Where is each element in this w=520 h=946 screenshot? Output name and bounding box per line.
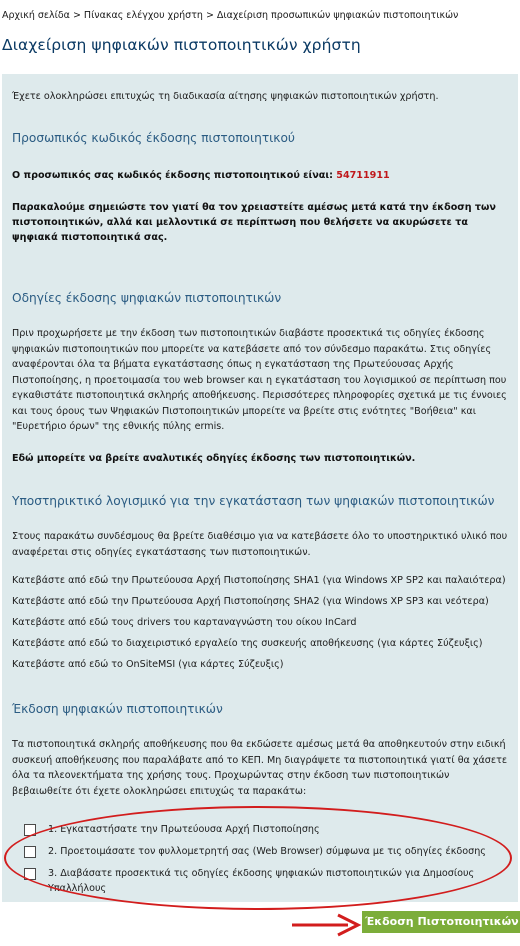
content-panel: [2, 74, 518, 902]
section-heading-software: Υποστηρικτικό λογισμικό για την εγκατάσταση των ψηφιακών πιστοποιητικών: [12, 494, 495, 508]
section-heading-code: Προσωπικός κωδικός έκδοσης πιστοποιητικού: [12, 131, 295, 145]
download-link-sha1[interactable]: Κατεβάστε από εδώ την Πρωτεύουσα Αρχή Πιστοποίησης SHA1 (για Windows XP SP2 και παλαιότερα): [12, 575, 506, 586]
annotation-arrow-icon: [292, 912, 364, 938]
issue-certificates-button[interactable]: Έκδοση Πιστοποιητικών: [362, 911, 520, 933]
page-title: Διαχείριση ψηφιακών πιστοποιητικών χρήστη: [2, 36, 361, 54]
checkbox-guide-read[interactable]: [24, 868, 36, 880]
section-heading-guide: Οδηγίες έκδοσης ψηφιακών πιστοποιητικών: [12, 291, 282, 305]
breadcrumb-dashboard-link[interactable]: Πίνακας ελέγχου χρήστη: [83, 10, 203, 21]
section-heading-issue: Έκδοση ψηφιακών πιστοποιητικών: [12, 702, 223, 716]
breadcrumb-separator: >: [72, 10, 81, 21]
intro-text: Έχετε ολοκληρώσει επιτυχώς τη διαδικασία αίτησης ψηφιακών πιστοποιητικών χρήστη.: [12, 91, 439, 102]
breadcrumb-separator: >: [205, 10, 214, 21]
checkbox-label: [48, 866, 508, 896]
download-item: [12, 594, 512, 610]
checkbox-browser-prepared[interactable]: [24, 846, 36, 858]
checkbox-label: 1. Εγκαταστήσατε την Πρωτεύουσα Αρχή Πιστοποίησης: [48, 824, 320, 835]
download-item: [12, 573, 512, 589]
checkbox-label: 2. Προετοιμάσατε τον φυλλομετρητή σας (Web Browser) σύμφωνα με τις οδηγίες έκδοσης: [48, 846, 486, 857]
personal-code-note: Παρακαλούμε σημειώστε τον γιατί θα τον χρειαστείτε αμέσως μετά κατά την έκδοση των πιστοποιητικών, αλλά και μελλοντικά σε περίπτωση που θελήσετε να ακυρώσετε τα ψηφιακά πιστοποιητικά σας.: [12, 202, 496, 243]
software-body: Στους παρακάτω συνδέσμους θα βρείτε διαθέσιμο για να κατεβάσετε όλο το υποστηρικτικό υλικό που αναφέρεται στις οδηγίες εγκατάστασης των πιστοποιητικών.: [12, 531, 508, 558]
issue-body: Τα πιστοποιητικά σκληρής αποθήκευσης που θα εκδώσετε αμέσως μετά θα αποθηκευτούν στην ειδική συσκευή αποθήκευσης που παραλάβατε από το ΚΕΠ. Μη διαγράψετε τα πιστοποιητικά γιατί θα χάσετε όλα τα πλεονεκτήματα της χρήσης τους. Προχωρώντας στην έκδοση των πιστοποιητικών βεβαιωθείτε ότι έχετε ολοκληρώσει επιτυχώς τα παρακάτω:: [12, 739, 508, 797]
download-link-onsitemsi[interactable]: Κατεβάστε από εδώ το OnSiteMSI (για κάρτες Σύζευξις): [12, 659, 284, 670]
breadcrumb-home-link[interactable]: Αρχική σελίδα: [2, 10, 70, 21]
breadcrumb-current: Διαχείριση προσωπικών ψηφιακών πιστοποιητικών: [216, 10, 459, 21]
personal-code-label: Ο προσωπικός σας κωδικός έκδοσης πιστοποιητικού είναι:: [12, 170, 333, 181]
guide-body: Πριν προχωρήσετε με την έκδοση των πιστοποιητικών διαβάστε προσεκτικά τις οδηγίες έκδοσης ψηφιακών πιστοποιητικών που μπορείτε να κατεβάσετε από τον σύνδεσμο παρακάτω. Στις οδηγίες αναφέρονται όλα τα βήματα εγκατάστασης όπως η εγκατάσταση της Πρωτεύουσας Αρχής Πιστοποίησης, η προετοιμασία του web browser και η εγκατάσταση του λογισμικού σε περίπτωση που εγκαθιστάτε πιστοποιητικά σκληρής αποθήκευσης. Περισσότερες πληροφορίες σχετικά με τις έννοιες και τους όρους των Ψηφιακών Πιστοποιητικών μπορείτε να βρείτε στις ενότητες "Βοήθεια" και "Ευρετήριο όρων" της εθνικής πύλης ermis.: [12, 328, 507, 432]
guide-download-link[interactable]: Εδώ μπορείτε να βρείτε αναλυτικές οδηγίες έκδοσης των πιστοποιητικών.: [12, 453, 416, 464]
personal-code-value: 54711911: [336, 170, 390, 181]
download-link-storage-tool[interactable]: Κατεβάστε από εδώ το διαχειριστικό εργαλείο της συσκευής αποθήκευσης (για κάρτες Σύζευξις): [12, 638, 483, 649]
download-item: [12, 636, 512, 652]
download-item: [12, 615, 512, 631]
download-item: [12, 657, 512, 673]
checkbox-ca-installed[interactable]: [24, 824, 36, 836]
guide-link-row: [12, 451, 512, 466]
download-link-sha2[interactable]: Κατεβάστε από εδώ την Πρωτεύουσα Αρχή Πιστοποίησης SHA2 (για Windows XP SP3 και νεότερα): [12, 596, 489, 607]
personal-code-line: [12, 168, 512, 183]
download-link-incard-drivers[interactable]: Κατεβάστε από εδώ τους drivers του καρταναγνώστη του οίκου InCard: [12, 617, 357, 628]
checkbox-label-text: 3. Διαβάσατε προσεκτικά τις οδηγίες έκδοσης ψηφιακών πιστοποιητικών για Δημοσίους Υπαλλήλους: [48, 868, 475, 894]
breadcrumb: [2, 9, 518, 23]
